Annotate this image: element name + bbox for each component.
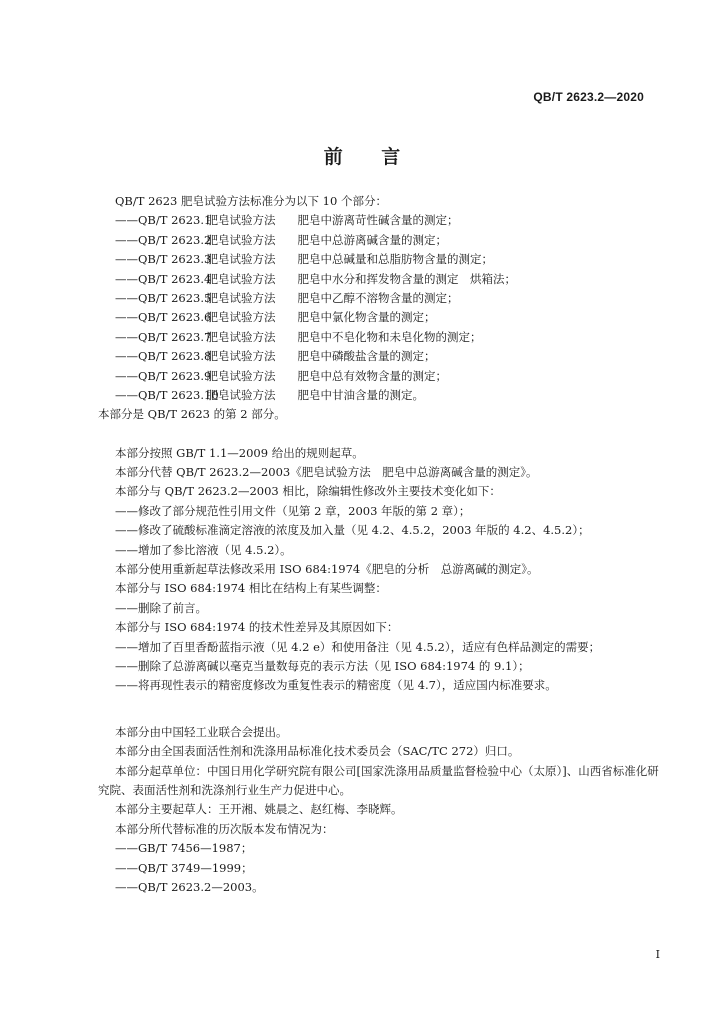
paragraph-line: 本部分与 QB/T 2623.2—2003 相比，除编辑性修改外主要技术变化如下： xyxy=(115,484,501,499)
part-code: ——QB/T 2623.3 xyxy=(115,252,212,267)
part-content: 肥皂中水分和挥发物含量的测定 烘箱法； xyxy=(297,271,516,286)
foreword-body xyxy=(98,192,668,897)
paragraph-line: 本部分由中国轻工业联合会提出。 xyxy=(115,724,288,739)
part-code: ——QB/T 2623.1 xyxy=(115,213,212,228)
paragraph-line: ——删除了总游离碱以毫克当量数每克的表示方法（见 ISO 684:1974 的 9.1）； xyxy=(115,658,530,673)
part-content: 肥皂中磷酸盐含量的测定； xyxy=(297,349,436,364)
paragraph-line: 本部分代替 QB/T 2623.2—2003《肥皂试验方法 肥皂中总游离碱含量的测定》。 xyxy=(115,465,538,480)
part-code: ——QB/T 2623.10 xyxy=(115,387,219,402)
part-title: 肥皂试验方法 xyxy=(206,310,276,325)
part-code: ——QB/T 2623.4 xyxy=(115,271,212,286)
list-item xyxy=(98,289,668,308)
paragraph-line: 本部分与 ISO 684:1974 相比在结构上有某些调整： xyxy=(115,581,387,596)
list-item xyxy=(98,231,668,250)
part-content: 肥皂中不皂化物和未皂化物的测定； xyxy=(297,329,482,344)
parts-list xyxy=(98,211,668,405)
part-code: ——QB/T 2623.7 xyxy=(115,329,212,344)
part-content: 肥皂中游离苛性碱含量的测定； xyxy=(297,213,459,228)
page-title: 前 言 xyxy=(323,146,417,168)
list-item: ——QB/T 2623.2—2003。 xyxy=(115,879,264,894)
paragraph-gap xyxy=(98,696,668,723)
standard-code: QB/T 2623.2—2020 xyxy=(533,90,644,104)
part-title: 肥皂试验方法 xyxy=(206,213,276,228)
paragraph-line: ——修改了硫酸标准滴定溶液的浓度及加入量（见 4.2、4.5.2，2003 年版的 4.2、4.5.2）； xyxy=(115,523,590,538)
list-item xyxy=(98,308,668,327)
paragraph-line: ——删除了前言。 xyxy=(115,600,207,615)
paragraph-line: ——将再现性表示的精密度修改为重复性表示的精密度（见 4.7），适应国内标准要求。 xyxy=(115,678,557,693)
part-content: 肥皂中甘油含量的测定。 xyxy=(297,387,424,402)
list-item xyxy=(98,347,668,366)
part-note: 本部分是 QB/T 2623 的第 2 部分。 xyxy=(98,407,286,422)
part-content: 肥皂中氯化物含量的测定； xyxy=(297,310,436,325)
list-item: ——GB/T 7456—1987； xyxy=(115,841,253,856)
paragraph-line: 本部分主要起草人：王开湘、姚晨之、赵红梅、李晓辉。 xyxy=(115,802,403,817)
page-number: I xyxy=(655,948,660,961)
paragraph-line: 本部分按照 GB/T 1.1—2009 给出的规则起草。 xyxy=(115,445,364,460)
paragraph-line: 本部分所代替标准的历次版本发布情况为： xyxy=(115,821,334,836)
list-item xyxy=(98,270,668,289)
part-title: 肥皂试验方法 xyxy=(206,387,276,402)
part-code: ——QB/T 2623.5 xyxy=(115,290,212,305)
list-item xyxy=(98,367,668,386)
section-drafting-info xyxy=(98,723,668,898)
part-title: 肥皂试验方法 xyxy=(206,232,276,247)
part-content: 肥皂中总有效物含量的测定； xyxy=(297,368,447,383)
paragraph-line: 本部分使用重新起草法修改采用 ISO 684:1974《肥皂的分析 总游离碱的测定》。 xyxy=(115,562,539,577)
section-technical-changes xyxy=(98,444,668,696)
intro-line: QB/T 2623 肥皂试验方法标准分为以下 10 个部分： xyxy=(115,194,387,208)
list-item: ——QB/T 3749—1999； xyxy=(115,860,253,875)
paragraph-line: ——修改了部分规范性引用文件（见第 2 章，2003 年版的第 2 章）； xyxy=(115,503,471,518)
part-title: 肥皂试验方法 xyxy=(206,349,276,364)
paragraph-line: ——增加了参比溶液（见 4.5.2）。 xyxy=(115,542,292,557)
part-title: 肥皂试验方法 xyxy=(206,368,276,383)
part-title: 肥皂试验方法 xyxy=(206,329,276,344)
list-item xyxy=(98,328,668,347)
part-code: ——QB/T 2623.2 xyxy=(115,232,212,247)
paragraph-line: 本部分与 ISO 684:1974 的技术性差异及其原因如下： xyxy=(115,620,399,635)
part-content: 肥皂中总碱量和总脂肪物含量的测定； xyxy=(297,252,493,267)
part-title: 肥皂试验方法 xyxy=(206,252,276,267)
part-title: 肥皂试验方法 xyxy=(206,271,276,286)
part-code: ——QB/T 2623.9 xyxy=(115,368,212,383)
part-code: ——QB/T 2623.6 xyxy=(115,310,212,325)
paragraph-gap xyxy=(98,425,668,444)
list-item xyxy=(98,386,668,405)
part-title: 肥皂试验方法 xyxy=(206,290,276,305)
list-item xyxy=(98,211,668,230)
part-content: 肥皂中乙醇不溶物含量的测定； xyxy=(297,290,459,305)
part-content: 肥皂中总游离碱含量的测定； xyxy=(297,232,447,247)
list-item xyxy=(98,250,668,269)
paragraph-line: ——增加了百里香酚蓝指示液（见 4.2 e）和使用备注（见 4.5.2），适应有色样品测定的需要； xyxy=(115,639,601,654)
drafting-units-paragraph: 本部分起草单位：中国日用化学研究院有限公司[国家洗涤用品质量监督检验中心（太原）]、山西省标准化研究院、表面活性剂和洗涤剂行业生产力促进中心。 xyxy=(98,763,659,797)
part-code: ——QB/T 2623.8 xyxy=(115,349,212,364)
paragraph-line: 本部分由全国表面活性剂和洗涤用品标准化技术委员会（SAC/TC 272）归口。 xyxy=(115,744,520,759)
